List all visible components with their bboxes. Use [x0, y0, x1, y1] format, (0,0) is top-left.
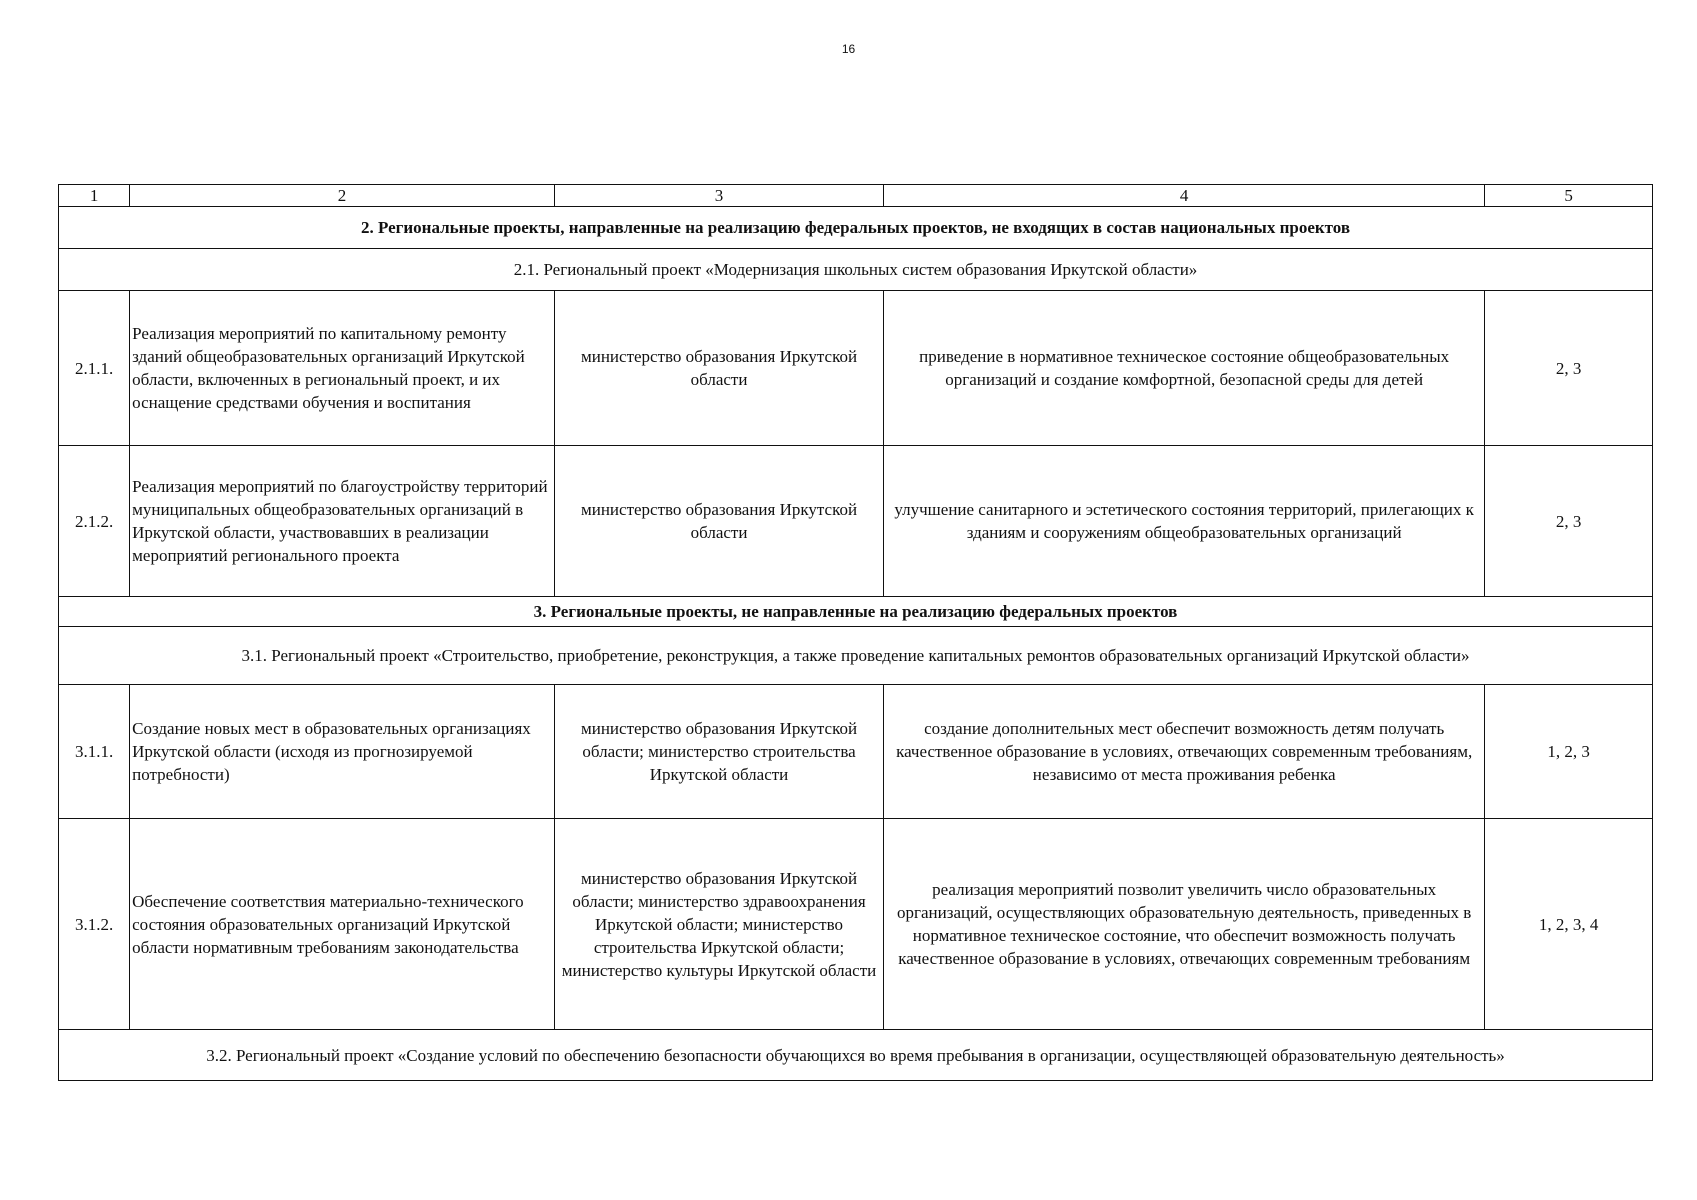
- page-number: 16: [841, 42, 856, 56]
- column-number-3: 3: [554, 185, 883, 207]
- table-row: [59, 819, 1653, 1030]
- event-name: Реализация мероприятий по благоустройству территорий муниципальных общеобразовательных организаций в Иркутской области, участвовавших в реализации мероприятий регионального проекта: [130, 446, 555, 597]
- subsection-row: [59, 249, 1653, 291]
- expected-result: приведение в нормативное техническое состояние общеобразовательных организаций и создание комфортной, безопасной среды для детей: [884, 291, 1485, 446]
- table-row: [59, 446, 1653, 597]
- subsection-2-1-title: 2.1. Региональный проект «Модернизация школьных систем образования Иркутской области»: [59, 249, 1653, 291]
- row-number: 3.1.1.: [59, 685, 130, 819]
- expected-result: создание дополнительных мест обеспечит возможность детям получать качественное образование в условиях, отвечающих современным требованиям, независимо от места проживания ребенка: [884, 685, 1485, 819]
- row-number: 2.1.2.: [59, 446, 130, 597]
- projects-table: [58, 184, 1653, 1081]
- column-number-1: 1: [59, 185, 130, 207]
- section-3-title: 3. Региональные проекты, не направленные на реализацию федеральных проектов: [59, 597, 1653, 627]
- subsection-row: [59, 627, 1653, 685]
- executor: министерство образования Иркутской области; министерство строительства Иркутской области: [554, 685, 883, 819]
- executor: министерство образования Иркутской области; министерство здравоохранения Иркутской области; министерство строительства Иркутской области; министерство культуры Иркутской области: [554, 819, 883, 1030]
- event-name: Реализация мероприятий по капитальному ремонту зданий общеобразовательных организаций Иркутской области, включенных в региональный проект, и их оснащение средствами обучения и воспитания: [130, 291, 555, 446]
- event-name: Создание новых мест в образовательных организациях Иркутской области (исходя из прогнозируемой потребности): [130, 685, 555, 819]
- task-numbers: 2, 3: [1485, 446, 1653, 597]
- executor: министерство образования Иркутской области: [554, 291, 883, 446]
- task-numbers: 1, 2, 3: [1485, 685, 1653, 819]
- subsection-row: [59, 1030, 1653, 1081]
- section-2-title: 2. Региональные проекты, направленные на реализацию федеральных проектов, не входящих в состав национальных проектов: [59, 207, 1653, 249]
- event-name: Обеспечение соответствия материально-технического состояния образовательных организаций Иркутской области нормативным требованиям законодательства: [130, 819, 555, 1030]
- section-row: [59, 597, 1653, 627]
- column-number-2: 2: [130, 185, 555, 207]
- table-row: [59, 291, 1653, 446]
- section-row: [59, 207, 1653, 249]
- row-number: 2.1.1.: [59, 291, 130, 446]
- expected-result: реализация мероприятий позволит увеличить число образовательных организаций, осуществляющих образовательную деятельность, приведенных в нормативное техническое состояние, что обеспечит возможность получать качественное образование в условиях, отвечающих современным требованиям: [884, 819, 1485, 1030]
- expected-result: улучшение санитарного и эстетического состояния территорий, прилегающих к зданиям и сооружениям общеобразовательных организаций: [884, 446, 1485, 597]
- task-numbers: 1, 2, 3, 4: [1485, 819, 1653, 1030]
- column-number-5: 5: [1485, 185, 1653, 207]
- column-number-4: 4: [884, 185, 1485, 207]
- row-number: 3.1.2.: [59, 819, 130, 1030]
- subsection-3-1-title: 3.1. Региональный проект «Строительство, приобретение, реконструкция, а также проведение капитальных ремонтов образовательных организаций Иркутской области»: [59, 627, 1653, 685]
- task-numbers: 2, 3: [1485, 291, 1653, 446]
- table-row: [59, 685, 1653, 819]
- column-number-row: [59, 185, 1653, 207]
- executor: министерство образования Иркутской области: [554, 446, 883, 597]
- subsection-3-2-title: 3.2. Региональный проект «Создание условий по обеспечению безопасности обучающихся во время пребывания в организации, осуществляющей образовательную деятельность»: [59, 1030, 1653, 1081]
